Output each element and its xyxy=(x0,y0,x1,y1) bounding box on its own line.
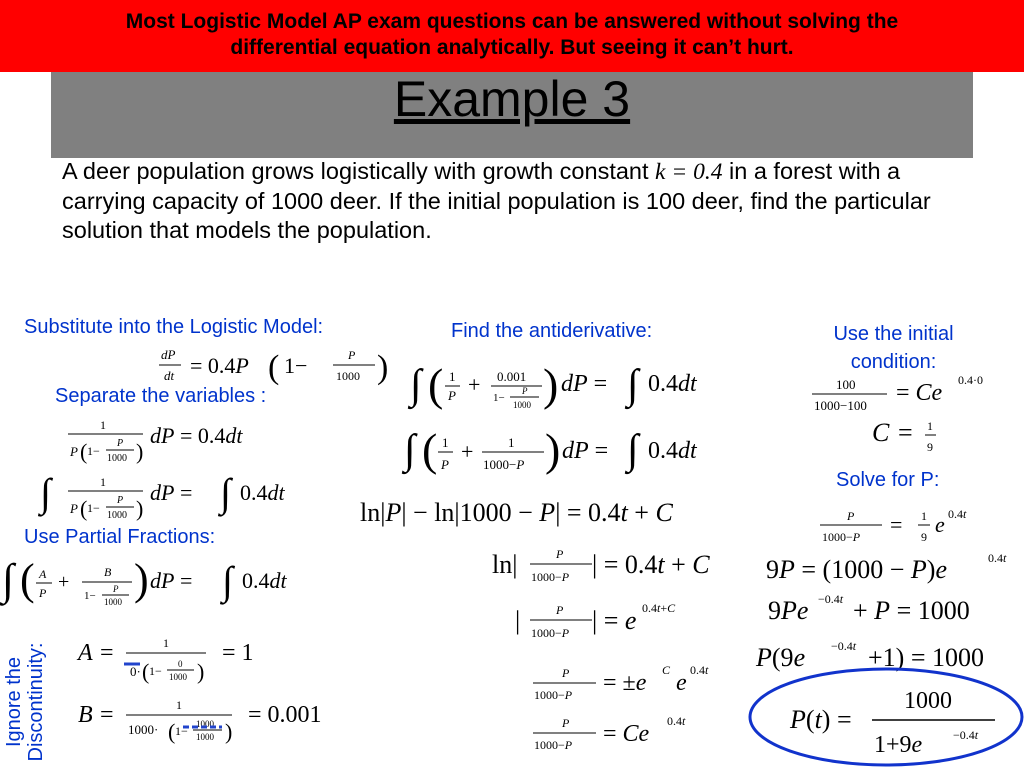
svg-text:|: | xyxy=(515,606,521,635)
svg-text:0.4t: 0.4t xyxy=(667,714,686,728)
svg-text:+: + xyxy=(468,372,481,397)
eq-solve-1 xyxy=(820,507,967,544)
svg-text:= 0.4P: = 0.4P xyxy=(190,353,249,378)
svg-text:0.4·0: 0.4·0 xyxy=(958,373,983,387)
svg-text:=: = xyxy=(890,512,903,537)
label-antiderivative: Find the antiderivative: xyxy=(451,320,653,342)
svg-text:P(9e: P(9e xyxy=(756,643,806,672)
svg-text:): ) xyxy=(197,659,205,684)
svg-text:9P = (1000 − P)e: 9P = (1000 − P)e xyxy=(766,555,947,584)
svg-text:): ) xyxy=(136,496,144,521)
svg-text:P: P xyxy=(562,666,570,680)
problem-text-1: A deer population grows logistically with growth constant xyxy=(62,158,656,184)
svg-text:P: P xyxy=(556,547,564,561)
svg-text:+1) = 1000: +1) = 1000 xyxy=(868,643,984,672)
svg-text:−0.4t: −0.4t xyxy=(818,592,844,606)
svg-text:=: = xyxy=(898,418,913,447)
svg-text:0.4t: 0.4t xyxy=(988,551,1007,565)
svg-text:1000−P: 1000−P xyxy=(534,738,573,752)
svg-text:dP: dP xyxy=(161,347,176,362)
svg-text:= Ce: = Ce xyxy=(896,380,943,406)
svg-text:∫: ∫ xyxy=(404,427,416,473)
svg-text:0·: 0· xyxy=(130,664,141,679)
svg-text:1000: 1000 xyxy=(513,400,531,410)
ignore-line-2: Discontinuity: xyxy=(25,642,47,762)
svg-text:): ) xyxy=(545,424,561,475)
svg-text:A: A xyxy=(78,640,93,666)
svg-text:dP =: dP = xyxy=(561,371,608,397)
svg-text:P: P xyxy=(847,509,855,523)
svg-text:P: P xyxy=(117,438,124,449)
svg-text:100: 100 xyxy=(836,377,856,392)
svg-text:| = e: | = e xyxy=(592,606,637,635)
svg-text:C: C xyxy=(872,418,890,447)
svg-text:+: + xyxy=(461,439,474,464)
eq-separate-2 xyxy=(37,470,286,521)
svg-text:1−: 1− xyxy=(493,392,505,404)
svg-text:1: 1 xyxy=(100,475,106,489)
eq-logistic-model xyxy=(159,347,388,386)
svg-text:−0.4t: −0.4t xyxy=(831,639,857,653)
svg-text:1000−P: 1000−P xyxy=(531,626,570,640)
svg-text:B: B xyxy=(104,565,112,579)
svg-text:P(t) =: P(t) = xyxy=(790,705,852,734)
eq-separate-1 xyxy=(68,418,243,464)
svg-text:=: = xyxy=(100,702,114,728)
svg-text:P: P xyxy=(556,603,564,617)
eq-anti-6 xyxy=(533,663,709,702)
svg-text:C: C xyxy=(662,663,671,677)
svg-text:∫: ∫ xyxy=(627,362,639,408)
slide-title: Example 3 xyxy=(393,71,631,127)
svg-text:9: 9 xyxy=(927,440,933,454)
eq-anti-4 xyxy=(492,547,710,584)
svg-text:=: = xyxy=(100,640,114,666)
svg-text:1000: 1000 xyxy=(904,688,952,714)
svg-text:0.4t: 0.4t xyxy=(690,663,709,677)
label-substitute: Substitute into the Logistic Model: xyxy=(24,316,324,338)
svg-text:0.4t+C: 0.4t+C xyxy=(642,601,676,615)
svg-text:1−: 1− xyxy=(87,444,100,458)
svg-text:): ) xyxy=(543,359,559,410)
svg-text:1000: 1000 xyxy=(196,719,214,729)
svg-text:0.4dt: 0.4dt xyxy=(648,438,697,464)
eq-solve-A xyxy=(76,636,254,684)
svg-text:9Pe: 9Pe xyxy=(768,596,809,625)
svg-text:1: 1 xyxy=(163,636,169,650)
eq-final-solution xyxy=(750,669,1022,765)
svg-text:1: 1 xyxy=(176,698,182,712)
svg-text:0.4dt: 0.4dt xyxy=(242,568,287,593)
svg-text:∫: ∫ xyxy=(410,362,422,408)
svg-text:1: 1 xyxy=(927,419,933,433)
svg-text:): ) xyxy=(225,719,233,744)
svg-text:1000−P: 1000−P xyxy=(531,570,570,584)
problem-math: k = 0.4 xyxy=(655,159,723,185)
svg-text:A: A xyxy=(39,567,47,581)
svg-text:P: P xyxy=(522,386,528,396)
svg-text:(: ( xyxy=(20,555,35,604)
svg-text:dP =: dP = xyxy=(150,568,193,593)
svg-text:0.4dt: 0.4dt xyxy=(648,371,697,397)
svg-text:(: ( xyxy=(168,719,176,744)
svg-text:1−: 1− xyxy=(175,724,188,738)
eq-anti-1 xyxy=(407,359,698,410)
eq-partial-fractions xyxy=(0,555,288,607)
svg-text:P: P xyxy=(70,501,78,516)
svg-text:= Ce: = Ce xyxy=(603,721,650,747)
svg-text:0.4t: 0.4t xyxy=(948,507,967,521)
svg-text:0.001: 0.001 xyxy=(497,369,527,384)
banner-line-1: Most Logistic Model AP exam questions can be answered without solving the xyxy=(125,10,899,33)
svg-text:B: B xyxy=(78,702,93,728)
svg-text:1000: 1000 xyxy=(336,369,360,383)
svg-text:1: 1 xyxy=(442,435,449,450)
svg-text:1: 1 xyxy=(100,418,106,432)
eq-initial-2 xyxy=(872,418,936,454)
svg-text:= 0.001: = 0.001 xyxy=(248,702,322,728)
svg-text:+: + xyxy=(58,571,70,593)
svg-text:(: ( xyxy=(422,424,438,475)
problem-text-2: in a forest with a carrying capacity of 1000 deer. If the initial population is 100 deer, find the particular solution that models the population. xyxy=(62,158,931,243)
svg-text:∫: ∫ xyxy=(220,470,231,515)
svg-text:1000−P: 1000−P xyxy=(822,530,861,544)
svg-text:1−: 1− xyxy=(84,590,96,602)
svg-text:e: e xyxy=(935,512,945,537)
svg-text:dP =: dP = xyxy=(562,438,609,464)
banner-line-2: differential equation analytically. But seeing it can’t hurt. xyxy=(230,36,794,59)
eq-anti-2 xyxy=(401,424,698,475)
ignore-line-1: Ignore the xyxy=(3,656,25,748)
svg-text:P: P xyxy=(562,716,570,730)
svg-text:1−: 1− xyxy=(149,664,162,678)
svg-text:ln|: ln| xyxy=(492,550,518,579)
svg-text:(: ( xyxy=(80,439,88,464)
svg-text:1000−100: 1000−100 xyxy=(814,398,867,413)
svg-text:1000: 1000 xyxy=(107,510,127,521)
svg-text:(: ( xyxy=(142,659,150,684)
svg-text:9: 9 xyxy=(921,530,927,544)
svg-text:∫: ∫ xyxy=(627,427,639,473)
eq-solve-4 xyxy=(755,639,984,672)
svg-text:∫: ∫ xyxy=(222,558,233,603)
svg-text:dP = 0.4dt: dP = 0.4dt xyxy=(150,423,243,448)
svg-text:1000: 1000 xyxy=(107,453,127,464)
label-separate: Separate the variables : xyxy=(55,385,267,407)
svg-text:1000: 1000 xyxy=(196,732,214,742)
svg-text:1000−P: 1000−P xyxy=(534,688,573,702)
eq-anti-5 xyxy=(515,601,676,640)
svg-text:P: P xyxy=(348,348,356,362)
svg-text:P: P xyxy=(113,584,119,594)
svg-text:1+9e: 1+9e xyxy=(874,732,923,758)
label-partial-fractions: Use Partial Fractions: xyxy=(24,526,216,548)
eq-initial-1 xyxy=(812,373,983,413)
svg-text:0: 0 xyxy=(178,659,183,669)
svg-text:∫: ∫ xyxy=(2,555,15,604)
eq-solve-2 xyxy=(766,551,1007,584)
svg-text:1: 1 xyxy=(921,509,927,523)
svg-text:+ P = 1000: + P = 1000 xyxy=(853,596,970,625)
svg-text:(: ( xyxy=(80,496,88,521)
svg-text:∫: ∫ xyxy=(40,470,51,515)
svg-text:): ) xyxy=(136,439,144,464)
svg-text:−0.4t: −0.4t xyxy=(953,728,979,742)
eq-anti-3 xyxy=(360,498,673,527)
svg-text:P: P xyxy=(117,495,124,506)
svg-text:P: P xyxy=(448,388,456,403)
svg-text:0.4dt: 0.4dt xyxy=(240,480,285,505)
svg-text:dt: dt xyxy=(164,368,175,383)
svg-text:1000: 1000 xyxy=(104,597,122,607)
svg-text:): ) xyxy=(134,555,149,604)
svg-text:e: e xyxy=(676,670,687,696)
svg-text:1000: 1000 xyxy=(169,672,187,682)
svg-text:1000−P: 1000−P xyxy=(483,457,525,472)
svg-text:| = 0.4t + C: | = 0.4t + C xyxy=(592,550,710,579)
eq-solve-3 xyxy=(768,592,970,625)
eq-anti-7 xyxy=(533,714,686,752)
svg-text:P: P xyxy=(441,457,449,472)
svg-text:P: P xyxy=(39,586,47,600)
svg-text:1−: 1− xyxy=(87,501,100,515)
svg-text:1: 1 xyxy=(449,369,456,384)
svg-text:1: 1 xyxy=(508,435,515,450)
svg-text:1−: 1− xyxy=(284,353,308,378)
svg-text:P: P xyxy=(70,444,78,459)
eq-solve-B xyxy=(78,698,322,744)
svg-text:1000·: 1000· xyxy=(128,722,159,737)
svg-text:): ) xyxy=(377,349,389,386)
svg-text:= ±e: = ±e xyxy=(603,670,647,696)
label-initial-condition: Use the initial condition: xyxy=(833,323,954,373)
label-solve-for-p: Solve for P: xyxy=(836,469,940,491)
svg-text:dP =: dP = xyxy=(150,480,193,505)
svg-text:(: ( xyxy=(268,349,280,386)
svg-text:(: ( xyxy=(428,359,444,410)
svg-text:ln|P| − ln|1000 − P| = 0.4t +: ln|P| − ln|1000 − P| = 0.4t + C xyxy=(360,498,673,527)
svg-text:= 1: = 1 xyxy=(222,640,254,666)
